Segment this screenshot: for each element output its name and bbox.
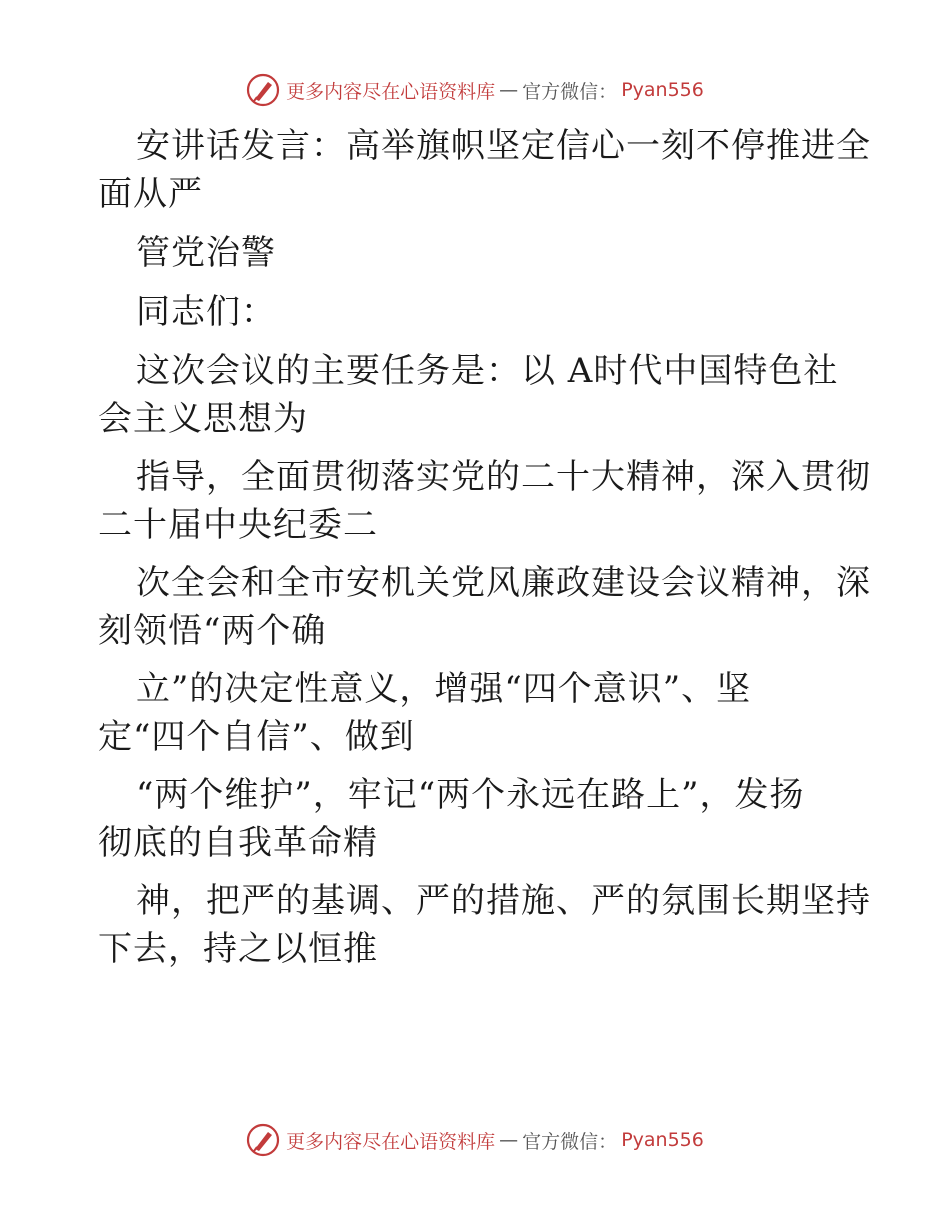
banner-text: 更多内容尽在心语资料库 bbox=[286, 1130, 496, 1153]
paragraph-line: 次全会和全市安机关党风廉政建设会议精神，深 bbox=[136, 563, 871, 603]
paragraph-line: 这次会议的主要任务是：以 A时代中国特色社 bbox=[136, 351, 839, 391]
document-body bbox=[98, 122, 871, 973]
paragraph-line: 彻底的自我革命精 bbox=[98, 823, 378, 863]
paragraph-line: 下去，持之以恒推 bbox=[98, 929, 378, 969]
paragraph-line: 刻领悟“两个确 bbox=[98, 611, 327, 651]
quill-pen-icon bbox=[246, 73, 280, 107]
title-line-2: 面从严 bbox=[98, 174, 203, 214]
paragraph-line: 二十届中央纪委二 bbox=[98, 505, 378, 545]
header-banner bbox=[0, 70, 950, 110]
title-line-3: 管党治警 bbox=[136, 233, 276, 273]
quill-pen-icon bbox=[246, 1123, 280, 1157]
paragraph-line: 指导，全面贯彻落实党的二十大精神，深入贯彻 bbox=[136, 457, 871, 497]
wechat-label: 官方微信： bbox=[522, 1130, 618, 1153]
paragraph-line: 会主义思想为 bbox=[98, 399, 308, 439]
paragraph-line: 定“四个自信”、做到 bbox=[98, 717, 415, 757]
paragraph-line: “两个维护”，牢记“两个永远在路上”，发扬 bbox=[136, 775, 805, 815]
paragraph-line: 神，把严的基调、严的措施、严的氛围长期坚持 bbox=[136, 881, 871, 921]
banner-separator: — bbox=[499, 1129, 519, 1151]
wechat-id: Pyan556 bbox=[621, 79, 704, 101]
wechat-id: Pyan556 bbox=[621, 1129, 704, 1151]
salutation: 同志们： bbox=[136, 292, 276, 332]
footer-banner bbox=[0, 1120, 950, 1160]
banner-separator: — bbox=[499, 79, 519, 101]
title-line-1: 安讲话发言：高举旗帜坚定信心一刻不停推进全 bbox=[136, 126, 871, 166]
wechat-label: 官方微信： bbox=[522, 80, 618, 103]
banner-text: 更多内容尽在心语资料库 bbox=[286, 80, 496, 103]
paragraph-line: 立”的决定性意义，增强“四个意识”、坚 bbox=[136, 669, 752, 709]
